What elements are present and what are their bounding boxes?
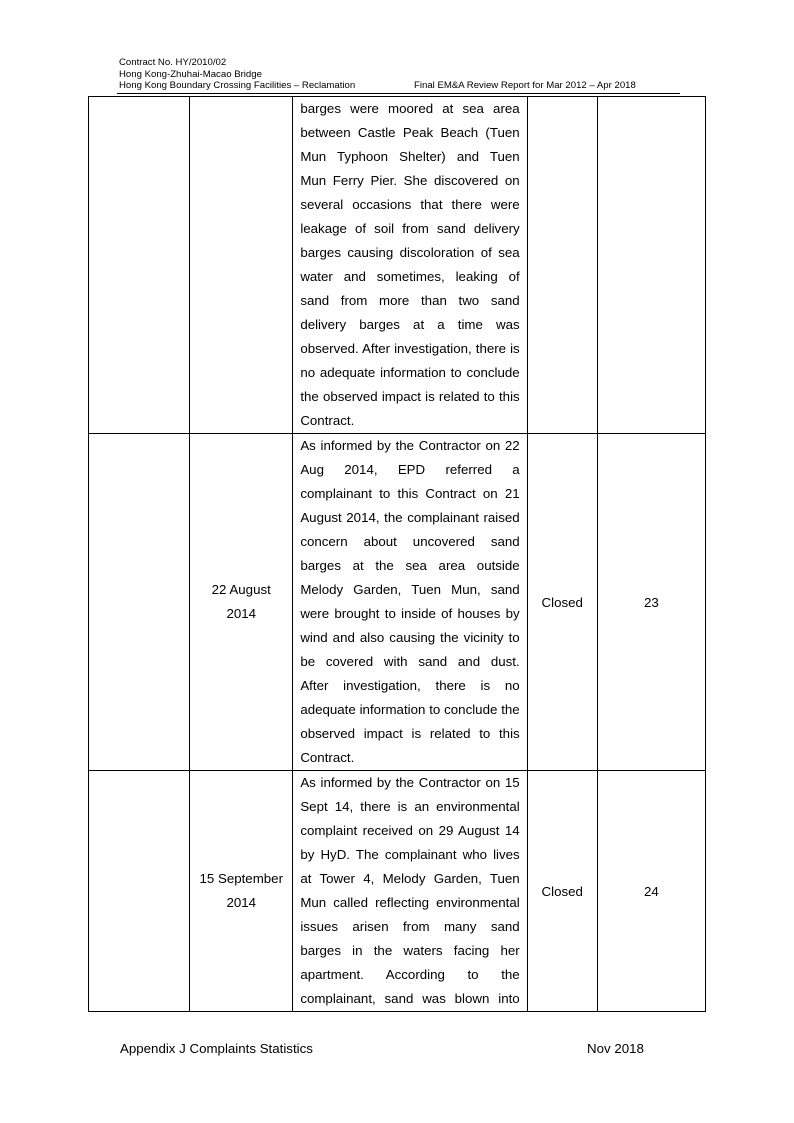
- description-line: adequate information to conclude the: [300, 702, 520, 717]
- description-line: complainant to this Contract on 21: [300, 486, 520, 501]
- description-line: several occasions that there were: [300, 197, 520, 212]
- table-row: [89, 434, 706, 771]
- description-line: Mun Typhoon Shelter) and Tuen: [300, 149, 520, 164]
- facility-name: Hong Kong Boundary Crossing Facilities – Reclamation: [119, 80, 356, 91]
- date-line: 22 August: [211, 582, 271, 597]
- cell-description: [293, 97, 527, 434]
- description-line: Aug 2014, EPD referred a: [300, 462, 520, 477]
- date-line: 15 September: [199, 871, 283, 886]
- cell-reference: 24: [597, 771, 705, 1012]
- description-line: concern about uncovered sand: [300, 534, 520, 549]
- description-line: Sept 14, there is an environmental: [300, 799, 520, 814]
- cell-number: [89, 97, 190, 434]
- cell-status: Closed: [527, 771, 597, 1012]
- cell-status: Closed: [527, 434, 597, 771]
- description-line: apartment. According to the: [300, 967, 520, 982]
- description-line: barges were moored at sea area: [300, 101, 520, 116]
- description-line: After investigation, there is no: [300, 678, 520, 693]
- project-name: Hong Kong-Zhuhai-Macao Bridge: [119, 68, 262, 80]
- description-line: delivery barges at a time was: [300, 317, 520, 332]
- cell-date: [190, 434, 293, 771]
- cell-description: [293, 771, 527, 1012]
- description-line: wind and also causing the vicinity to: [300, 630, 520, 645]
- cell-reference: [597, 97, 705, 434]
- cell-reference: 23: [597, 434, 705, 771]
- description-line: complaint received on 29 August 14: [300, 823, 520, 838]
- description-line: between Castle Peak Beach (Tuen: [300, 125, 520, 140]
- footer-date: Nov 2018: [587, 1041, 644, 1056]
- description-line: be covered with sand and dust.: [300, 654, 520, 669]
- cell-description: [293, 434, 527, 771]
- description-line: As informed by the Contractor on 15: [300, 775, 520, 790]
- date-line: 2014: [226, 895, 257, 910]
- description-line: by HyD. The complainant who lives: [300, 847, 520, 862]
- description-line: at Tower 4, Melody Garden, Tuen: [300, 871, 520, 886]
- description-line: no adequate information to conclude: [300, 365, 520, 380]
- description-line: August 2014, the complainant raised: [300, 510, 520, 525]
- description-line: Mun Ferry Pier. She discovered on: [300, 173, 520, 188]
- description-line: Mun called reflecting environmental: [300, 895, 520, 910]
- cell-number: [89, 771, 190, 1012]
- cell-date: [190, 771, 293, 1012]
- description-line: issues arisen from many sand: [300, 919, 520, 934]
- report-title: Final EM&A Review Report for Mar 2012 – Apr 2018: [414, 80, 636, 91]
- cell-status: [527, 97, 597, 434]
- description-line: Contract.: [300, 413, 355, 428]
- description-line: leakage of soil from sand delivery: [300, 221, 520, 236]
- header-divider: [117, 93, 680, 94]
- description-line: barges causing discoloration of sea: [300, 245, 520, 260]
- description-line: observed. After investigation, there is: [300, 341, 520, 356]
- cell-date: [190, 97, 293, 434]
- cell-number: [89, 434, 190, 771]
- description-line: observed impact is related to this: [300, 726, 520, 741]
- description-line: Melody Garden, Tuen Mun, sand: [300, 582, 520, 597]
- description-line: sand from more than two sand: [300, 293, 520, 308]
- complaints-table: [88, 96, 706, 1012]
- description-line: barges at the sea area outside: [300, 558, 520, 573]
- description-line: were brought to inside of houses by: [300, 606, 520, 621]
- table-row: [89, 771, 706, 1012]
- description-line: the observed impact is related to this: [300, 389, 520, 404]
- description-line: Contract.: [300, 750, 355, 765]
- contract-number: Contract No. HY/2010/02: [119, 57, 227, 68]
- description-line: As informed by the Contractor on 22: [300, 438, 520, 453]
- footer-appendix: Appendix J Complaints Statistics: [120, 1041, 313, 1056]
- description-line: barges in the waters facing her: [300, 943, 520, 958]
- description-line: water and sometimes, leaking of: [300, 269, 520, 284]
- description-line: complainant, sand was blown into: [300, 991, 520, 1006]
- table-row: [89, 97, 706, 434]
- page-header: [119, 57, 355, 92]
- date-line: 2014: [226, 606, 257, 621]
